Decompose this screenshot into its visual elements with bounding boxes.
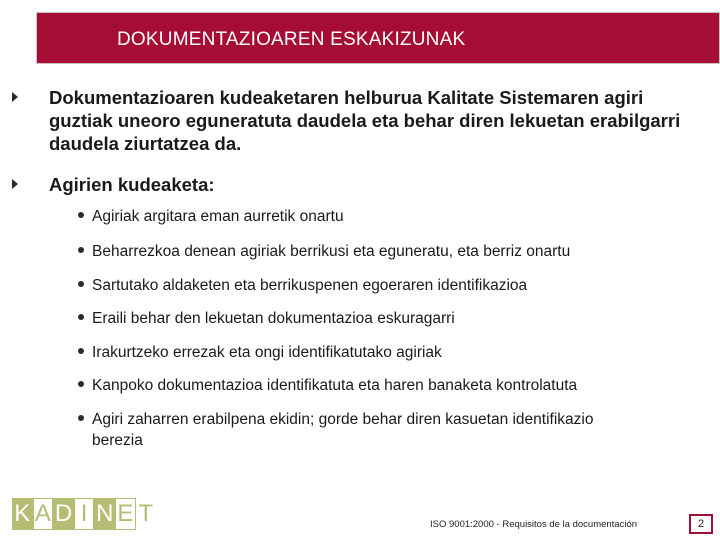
- sub-bullet: [78, 241, 708, 262]
- dot-bullet-icon: [78, 381, 84, 387]
- dot-bullet-icon: [78, 212, 84, 218]
- slide-title: DOKUMENTAZIOAREN ESKAKIZUNAK: [117, 29, 466, 50]
- logo-letter: D: [53, 498, 74, 530]
- logo-letter: A: [33, 498, 54, 530]
- main-bullet: [12, 173, 702, 196]
- main-bullet-text: Dokumentazioaren kudeaketaren helburua Kalitate Sistemaren agiri guztiak uneoro eguneratuta daudela eta behar diren lekuetan erabilgarri daudela ziurtatzea da.: [49, 87, 681, 154]
- triangle-bullet-icon: [12, 179, 18, 189]
- footer-caption: ISO 9001:2000 - Requisitos de la documentación: [430, 519, 638, 530]
- dot-bullet-icon: [78, 281, 84, 287]
- dot-bullet-icon: [78, 314, 84, 320]
- sub-bullet-text: Beharrezkoa denean agiriak berrikusi eta eguneratu, eta berriz onartu: [92, 243, 571, 260]
- sub-bullet-text: Agiriak argitara eman aurretik onartu: [92, 208, 344, 225]
- sub-bullet: [78, 275, 708, 296]
- sub-bullet: [78, 308, 708, 329]
- sub-bullet-text: Sartutako aldaketen eta berrikuspenen egoeraren identifikazioa: [92, 277, 528, 294]
- logo-letter: I: [74, 498, 95, 530]
- dot-bullet-icon: [78, 247, 84, 253]
- logo-letter: K: [12, 498, 33, 530]
- dot-bullet-icon: [78, 348, 84, 354]
- triangle-bullet-icon: [12, 92, 18, 102]
- sub-bullet-text: Agiri zaharren erabilpena ekidin; gorde behar diren kasuetan identifikazio berezia: [92, 411, 594, 449]
- sub-bullet: [78, 409, 708, 451]
- sub-bullet-text: Kanpoko dokumentazioa identifikatuta eta haren banaketa kontrolatuta: [92, 377, 578, 394]
- sub-bullet-text: Eraili behar den lekuetan dokumentazioa eskuragarri: [92, 310, 455, 327]
- sub-bullet: [78, 206, 708, 227]
- page-number: 2: [689, 514, 713, 534]
- title-bar: [36, 12, 720, 64]
- main-bullet-text: Agirien kudeaketa:: [49, 174, 215, 195]
- dot-bullet-icon: [78, 415, 84, 421]
- sub-bullet: [78, 375, 708, 396]
- logo-letter: N: [94, 498, 115, 530]
- main-bullet: [12, 86, 702, 155]
- sub-bullet: [78, 342, 708, 363]
- kadinet-logo: [12, 498, 156, 530]
- sub-bullet-text: Irakurtzeko errezak eta ongi identifikatutako agiriak: [92, 344, 442, 361]
- logo-letter: T: [138, 500, 154, 527]
- logo-letter: E: [115, 498, 136, 530]
